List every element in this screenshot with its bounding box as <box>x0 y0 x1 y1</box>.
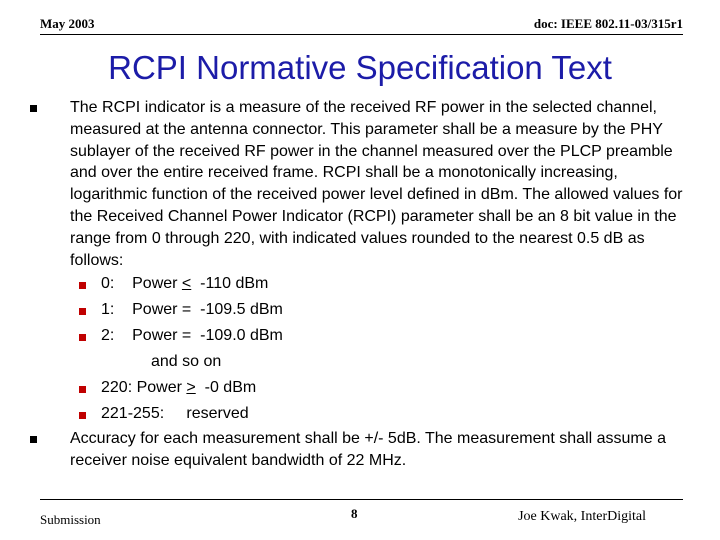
header-date: May 2003 <box>40 16 95 31</box>
value-item-220 <box>30 375 690 401</box>
footer-author: Joe Kwak, InterDigital <box>518 509 646 524</box>
value-amount: -109.0 dBm <box>200 327 283 345</box>
and-so-on-text: and so on <box>151 353 222 371</box>
value-operator: > <box>186 379 196 397</box>
page-number: 8 <box>351 506 358 521</box>
reserved-text: reserved <box>186 405 249 423</box>
value-code: 221-255: <box>101 405 165 423</box>
footer-divider <box>40 499 683 500</box>
value-operator: < <box>181 275 192 293</box>
paragraph-text: The RCPI indicator is a measure of the received RF power in the selected channel, measured at the antenna connector. This parameter shall be a measure by the PHY sublayer of the received RF power in the channel measured over the PLCP preamble and over the entire received frame. RCPI shall be a monotonically increasing, logarithmic function of the received power level defined in dBm. The allowed values for the Received Channel Power Indicator (RCPI) parameter shall be an 8 bit value in the range from 0 through 220, with indicated values rounded to the nearest 0.5 dB as follows: <box>70 99 683 269</box>
value-code: 1: <box>101 301 115 319</box>
value-item-2 <box>30 323 690 349</box>
slide-title: RCPI Normative Specification Text <box>108 49 612 86</box>
value-code: 0: <box>101 275 115 293</box>
bullet-paragraph-accuracy <box>30 428 690 472</box>
value-item-reserved <box>30 401 690 427</box>
value-item-1 <box>30 297 690 323</box>
and-so-on-line <box>30 349 690 375</box>
value-item-0 <box>30 271 690 297</box>
value-prefix: Power = <box>132 327 196 345</box>
footer-submission: Submission <box>40 512 101 527</box>
header-divider <box>40 34 683 35</box>
paragraph-text: Accuracy for each measurement shall be +/- 5dB. The measurement shall assume a receiver noise equivalent bandwidth of 22 MHz. <box>70 430 666 470</box>
square-bullet-icon <box>79 412 86 419</box>
square-bullet-icon <box>79 308 86 315</box>
square-bullet-icon <box>30 436 37 443</box>
square-bullet-icon <box>79 386 86 393</box>
value-code: 220: <box>101 379 133 397</box>
slide-body <box>30 97 690 472</box>
square-bullet-icon <box>79 282 86 289</box>
value-amount: -0 dBm <box>204 379 257 397</box>
value-amount: -109.5 dBm <box>200 301 283 319</box>
value-amount: -110 dBm <box>200 275 269 293</box>
square-bullet-icon <box>79 334 86 341</box>
value-prefix: Power = <box>132 301 196 319</box>
square-bullet-icon <box>30 105 37 112</box>
header-doc-id: doc: IEEE 802.11-03/315r1 <box>533 16 683 31</box>
bullet-paragraph-rcpi-definition <box>30 97 690 271</box>
value-prefix: Power <box>136 379 187 397</box>
value-code: 2: <box>101 327 115 345</box>
value-prefix: Power <box>132 275 182 293</box>
